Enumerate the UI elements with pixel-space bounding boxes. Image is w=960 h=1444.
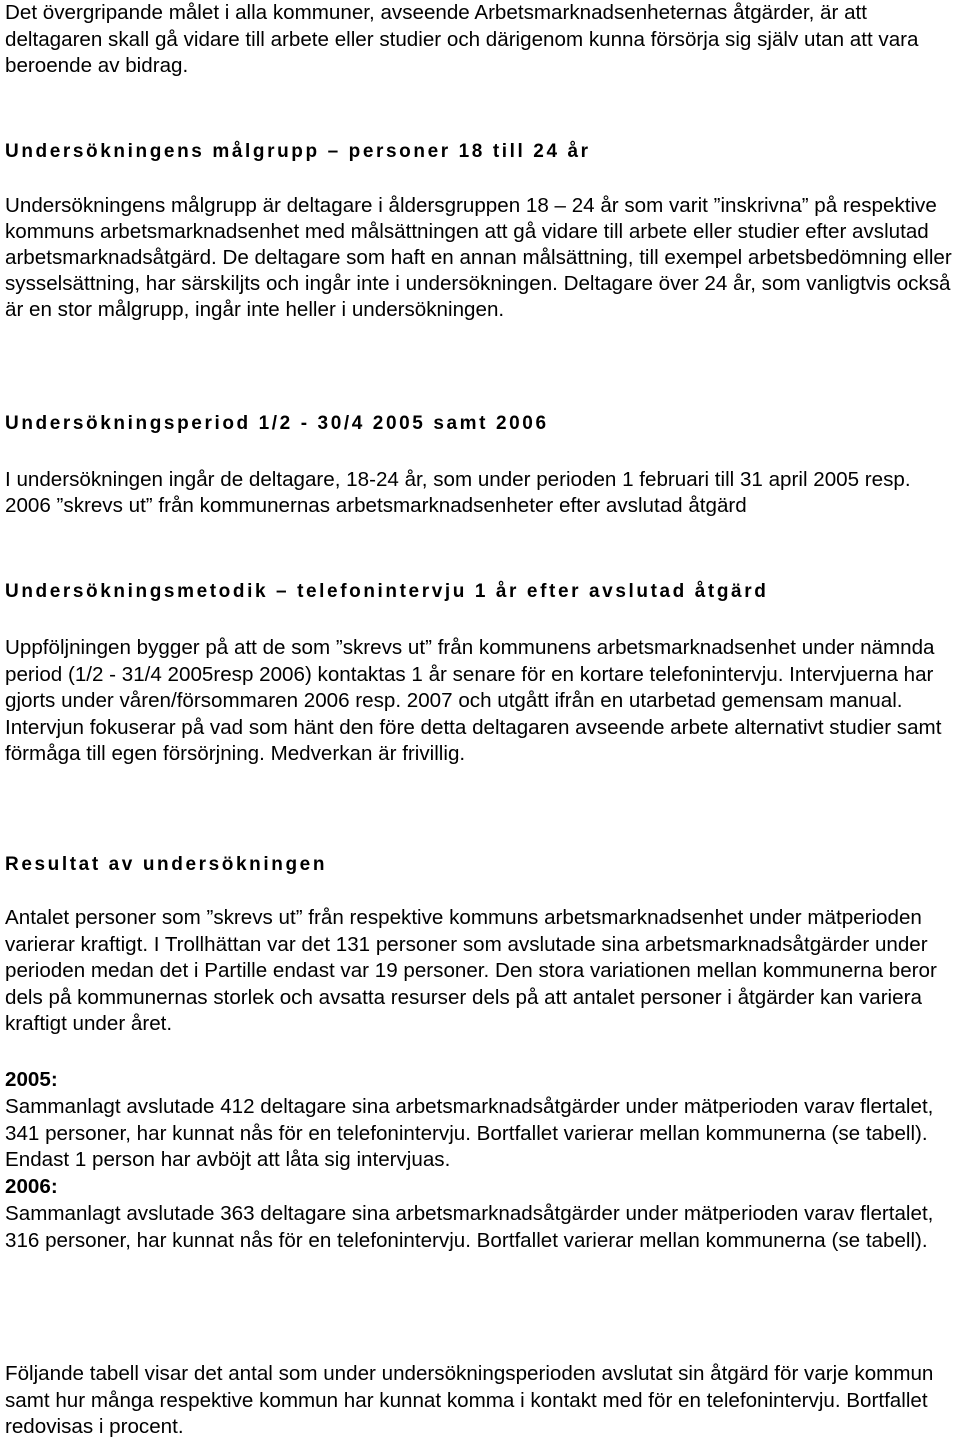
section-body-period: I undersökningen ingår de deltagare, 18-24 år, som under perioden 1 februari till 31 april 2005 resp. 2006 ”skrevs ut” från kommunernas arbetsmarknadsenheter efter avslutad åtgärd <box>5 468 911 517</box>
closing-paragraph: Följande tabell visar det antal som under undersökningsperioden avslutat sin åtgärd för varje kommun samt hur många respektive kommun har kunnat komma i kontakt med för en telefonintervju. Bortfallet redovisas i procent. <box>5 1362 934 1439</box>
section-heading-results: Resultat av undersökningen <box>5 854 328 875</box>
section-heading-period: Undersökningsperiod 1/2 - 30/4 2005 samt 2006 <box>5 413 549 434</box>
section-body-target-group: Undersökningens målgrupp är deltagare i åldersgruppen 18 – 24 år som varit ”inskrivna” på respektive kommuns arbetsmarknadsenhet med målsättningen att gå vidare till arbete eller studier efter avslutad arbetsmarknadsåtgärd. De deltagare som haft en annan målsättning, till exempel arbetsbedömning eller sysselsättning, har särskiljts och ingår inte i undersökningen. Deltagare över 24 år, som vanligtvis också är en stor målgrupp, ingår inte heller i undersökningen. <box>5 194 952 321</box>
section-body-method: Uppföljningen bygger på att de som ”skrevs ut” från kommunens arbetsmarknadsenhet under nämnda period (1/2 - 31/4 2005resp 2006) kontaktas 1 år senare för en kortare telefonintervju. Intervjuerna har gjorts under våren/försommaren 2006 resp. 2007 och utgått ifrån en utarbetad gemensam manual. Intervjun fokuserar på vad som hänt den före detta deltagaren avseende arbete alternativt studier samt förmåga till egen försörjning. Medverkan är frivillig. <box>5 636 942 766</box>
year-text-2005: Sammanlagt avslutade 412 deltagare sina arbetsmarknadsåtgärder under mätperioden varav flertalet, 341 personer, har kunnat nås för en telefonintervju. Bortfallet varierar mellan kommunerna (se tabell). Endast 1 person har avböjt att låta sig intervjuas. <box>5 1095 934 1172</box>
year-label-2005: 2005: <box>5 1068 58 1091</box>
section-body-results: Antalet personer som ”skrevs ut” från respektive kommuns arbetsmarknadsenhet under mätperioden varierar kraftigt. I Trollhättan var det 131 personer som avslutade sina arbetsmarknadsåtgärder under perioden medan det i Partille endast var 19 personer. Den stora variationen mellan kommunerna beror dels på kommunernas storlek och avsatta resurser dels på att antalet personer i åtgärder kan variera kraftigt under året. <box>5 906 937 1036</box>
section-heading-target-group: Undersökningens målgrupp – personer 18 till 24 år <box>5 141 591 162</box>
section-heading-method: Undersökningsmetodik – telefonintervju 1 år efter avslutad åtgärd <box>5 581 769 602</box>
intro-paragraph: Det övergripande målet i alla kommuner, avseende Arbetsmarknadsenheternas åtgärder, är att deltagaren skall gå vidare till arbete eller studier och därigenom kunna försörja sig själv utan att vara beroende av bidrag. <box>5 1 919 78</box>
year-text-2006: Sammanlagt avslutade 363 deltagare sina arbetsmarknadsåtgärder under mätperioden varav flertalet, 316 personer, har kunnat nås för en telefonintervju. Bortfallet varierar mellan kommunerna (se tabell). <box>5 1202 934 1252</box>
year-label-2006: 2006: <box>5 1175 58 1198</box>
